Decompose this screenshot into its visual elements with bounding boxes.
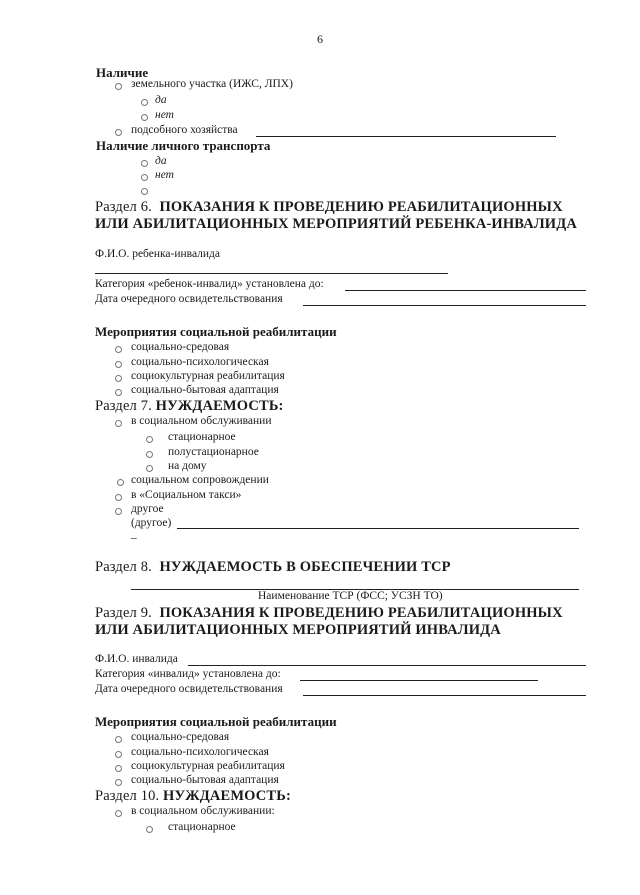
bullet-icon (115, 751, 122, 758)
section6-exam-field (303, 305, 586, 306)
bullet-icon (146, 465, 153, 472)
section9-exam-label: Дата очередного освидетельствования (95, 683, 283, 695)
section9-category-field (300, 680, 538, 681)
section6-rehab-item: социально-бытовая адаптация (131, 384, 279, 396)
section9-exam-field (303, 695, 586, 696)
section6-prefix: Раздел 6. (95, 199, 152, 215)
section10-title: НУЖДАЕМОСТЬ: (163, 788, 291, 804)
bullet-icon (115, 494, 122, 501)
section9-category-label: Категория «инвалид» установлена до: (95, 668, 281, 680)
section7-social-service: в социальном обслуживании (131, 415, 272, 427)
section8-title: НУЖДАЕМОСТЬ В ОБЕСПЕЧЕНИИ ТСР (159, 559, 451, 575)
transport-yes: да (155, 155, 167, 167)
section7-title: НУЖДАЕМОСТЬ: (155, 398, 284, 414)
section10-prefix: Раздел 10. (95, 788, 160, 804)
section7-service-type: полустационарное (168, 446, 259, 458)
bullet-icon (115, 420, 122, 427)
bullet-icon (117, 479, 124, 486)
section10-heading (95, 789, 291, 804)
section9-fio-label: Ф.И.О. инвалида (95, 653, 178, 665)
bullet-icon (115, 810, 122, 817)
section9-title-line2: ИЛИ АБИЛИТАЦИОННЫХ МЕРОПРИЯТИЙ ИНВАЛИДА (95, 622, 501, 638)
bullet-icon (115, 508, 122, 515)
section8-heading (95, 560, 451, 575)
bullet-icon (146, 451, 153, 458)
section8-prefix: Раздел 8. (95, 559, 152, 575)
section9-fio-field (188, 665, 586, 666)
bullet-icon (115, 779, 122, 786)
section7-heading (95, 399, 284, 414)
bullet-icon (115, 346, 122, 353)
section10-service-type: стационарное (168, 821, 236, 833)
section6-title-line1 (95, 200, 563, 215)
section6-fio-field (95, 273, 448, 274)
land-plot-label: земельного участка (ИЖС, ЛПХ) (131, 78, 293, 90)
land-plot-yes: да (155, 94, 167, 106)
section6-category-field (345, 290, 586, 291)
bullet-icon (115, 129, 122, 136)
section9-rehab-item: социально-психологическая (131, 746, 269, 758)
section10-social-service: в социальном обслуживании: (131, 805, 275, 817)
section9-prefix: Раздел 9. (95, 605, 152, 621)
bullet-icon (141, 160, 148, 167)
section6-rehab-item: социально-средовая (131, 341, 230, 353)
land-plot-no: нет (155, 109, 174, 121)
bullet-icon (115, 361, 122, 368)
section7-service-type: стационарное (168, 431, 236, 443)
section7-other-field (177, 528, 579, 529)
bullet-icon (115, 389, 122, 396)
bullet-icon (141, 114, 148, 121)
bullet-icon (146, 826, 153, 833)
section8-caption: Наименование ТСР (ФСС; УСЗН ТО) (258, 590, 443, 602)
subsidiary-farm-field (256, 136, 556, 137)
section9-rehab-item: социально-средовая (131, 731, 230, 743)
bullet-icon (115, 736, 122, 743)
section6-category-label: Категория «ребенок-инвалид» установлена до: (95, 278, 324, 290)
section7-prefix: Раздел 7. (95, 398, 152, 414)
section6-rehab-item: социально-психологическая (131, 356, 269, 368)
section6-title-line2: ИЛИ АБИЛИТАЦИОННЫХ МЕРОПРИЯТИЙ РЕБЕНКА-ИНВАЛИДА (95, 216, 577, 232)
bullet-icon (141, 174, 148, 181)
subsidiary-farm-label: подсобного хозяйства (131, 124, 238, 136)
bullet-icon (146, 436, 153, 443)
section6-rehab-item: социокультурная реабилитация (131, 370, 285, 382)
section6-title: ПОКАЗАНИЯ К ПРОВЕДЕНИЮ РЕАБИЛИТАЦИОННЫХ (159, 199, 563, 215)
page-number: 6 (317, 32, 323, 46)
bullet-icon (115, 375, 122, 382)
section7-escort: социальном сопровождении (131, 474, 269, 486)
section7-other: другое (131, 503, 164, 515)
bullet-icon (115, 765, 122, 772)
section6-exam-label: Дата очередного освидетельствования (95, 293, 283, 305)
bullet-icon (141, 99, 148, 106)
section7-service-type: на дому (168, 460, 207, 472)
section9-title: ПОКАЗАНИЯ К ПРОВЕДЕНИЮ РЕАБИЛИТАЦИОННЫХ (159, 605, 563, 621)
bullet-icon (115, 83, 122, 90)
section9-rehab-item: социально-бытовая адаптация (131, 774, 279, 786)
section7-dash: – (131, 532, 137, 544)
bullet-icon (141, 188, 148, 195)
section7-other-paren: (другое) (131, 517, 172, 529)
section9-title-line1 (95, 606, 563, 621)
section9-rehab-item: социокультурная реабилитация (131, 760, 285, 772)
section7-taxi: в «Социальном такси» (131, 489, 242, 501)
section6-fio-label: Ф.И.О. ребенка-инвалида (95, 248, 220, 260)
transport-title: Наличие личного транспорта (96, 138, 271, 153)
section6-rehab-title: Мероприятия социальной реабилитации (95, 324, 337, 339)
section9-rehab-title: Мероприятия социальной реабилитации (95, 714, 337, 729)
transport-no: нет (155, 169, 174, 181)
presence-title: Наличие (96, 65, 149, 80)
